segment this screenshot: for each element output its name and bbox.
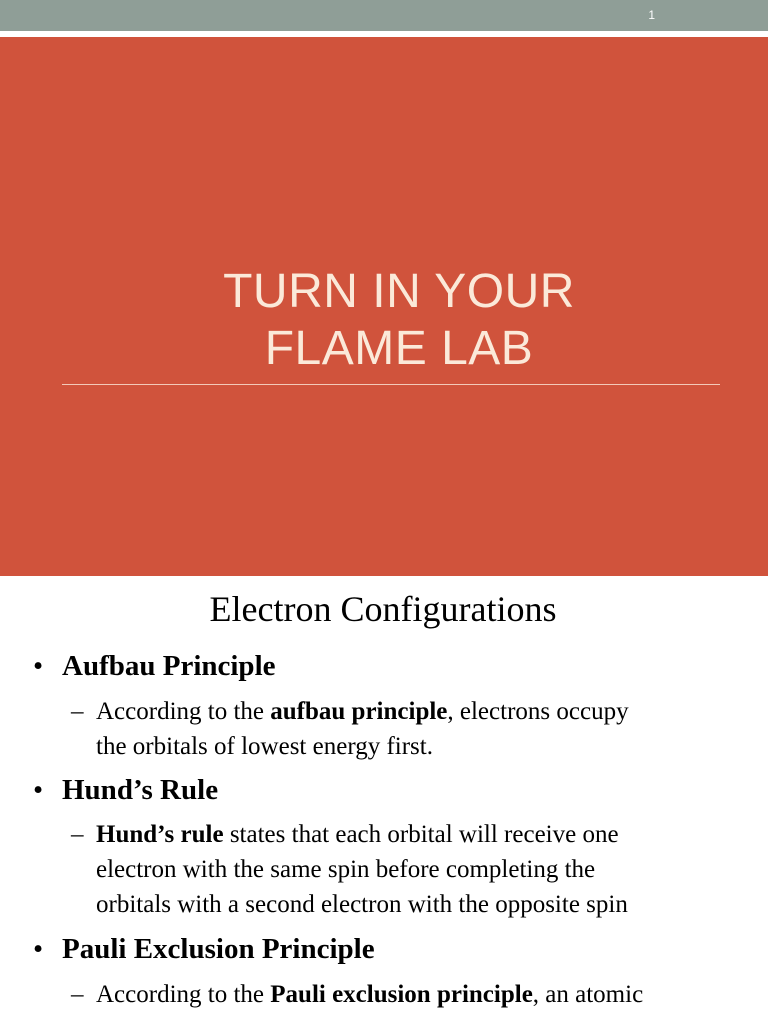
bullet-icon: • [33, 933, 44, 965]
bullet-title: Pauli Exclusion Principle [62, 933, 375, 965]
sub-item-text: According to the aufbau principle, electrons occupy the orbitals of lowest energy first. [96, 698, 629, 760]
bullet-title: Aufbau Principle [62, 650, 276, 682]
dash-icon: – [71, 981, 84, 1008]
title-slide [0, 37, 768, 576]
sub-item-text: Hund’s rule states that each orbital will receive one electron with the same spin before completing the orbitals with a second electron with the opposite spin [96, 821, 628, 918]
content-heading: Electron Configurations [209, 589, 557, 629]
dash-icon: – [71, 698, 84, 725]
bullet-icon: • [33, 774, 44, 806]
sub-item-text: According to the Pauli exclusion principle, an atomic [96, 981, 644, 1008]
content-slide [0, 576, 768, 1024]
slide-title: TURN IN YOUR FLAME LAB [223, 265, 575, 375]
bullet-icon: • [33, 650, 44, 682]
top-bar [0, 0, 768, 31]
dash-icon: – [71, 821, 84, 848]
page-number: 1 [648, 8, 655, 22]
title-underline [62, 384, 720, 385]
bullet-title: Hund’s Rule [62, 774, 219, 806]
